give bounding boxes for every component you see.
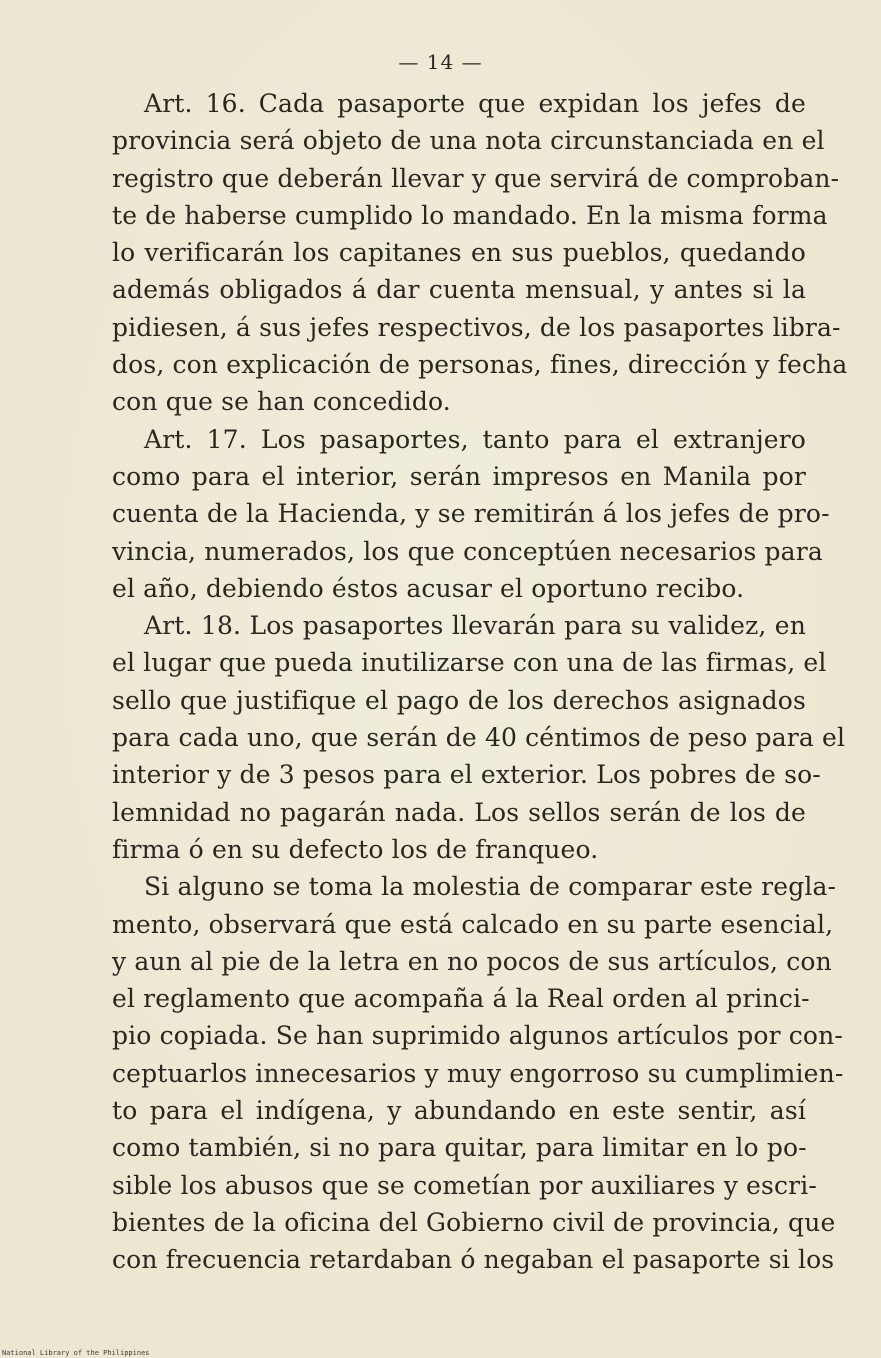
text-line: mento, observará que está calcado en su parte esencial,: [112, 909, 834, 939]
text-line: el reglamento que acompaña á la Real orden al princi-: [112, 984, 810, 1014]
text-line: Art. 17. Los pasaportes, tanto para el extranjero: [144, 424, 806, 454]
text-line: sible los abusos que se cometían por auxiliares y escri-: [112, 1170, 817, 1200]
text-line: dos, con explicación de personas, fines, dirección y fecha: [112, 350, 848, 380]
text-line: para cada uno, que serán de 40 céntimos de peso para el: [112, 723, 846, 753]
text-line: el lugar que pueda inutilizarse con una de las firmas, el: [112, 648, 827, 678]
text-line: vincia, numerados, los que conceptúen necesarios para: [112, 536, 823, 566]
text-line: con que se han concedido.: [112, 387, 451, 417]
text-line: el año, debiendo éstos acusar el oportuno recibo.: [112, 573, 745, 603]
text-line: ceptuarlos innecesarios y muy engorroso su cumplimien-: [112, 1058, 844, 1088]
text-line: pio copiada. Se han suprimido algunos artículos por con-: [112, 1021, 843, 1051]
text-line: como para el interior, serán impresos en Manila por: [112, 461, 806, 491]
text-line: te de haberse cumplido lo mandado. En la misma forma: [112, 200, 828, 230]
text-line: y aun al pie de la letra en no pocos de sus artículos, con: [112, 946, 832, 976]
text-line: bientes de la oficina del Gobierno civil de provincia, que: [112, 1207, 836, 1237]
text-line: registro que deberán llevar y que servirá de comproban-: [112, 163, 840, 193]
text-line: pidiesen, á sus jefes respectivos, de los pasaportes libra-: [112, 312, 841, 342]
body-text: [112, 85, 848, 1279]
text-line: lemnidad no pagarán nada. Los sellos serán de los de: [112, 797, 806, 827]
library-watermark: National Library of the Philippines: [2, 1349, 150, 1357]
text-line: interior y de 3 pesos para el exterior. Los pobres de so-: [112, 760, 821, 790]
text-line: como también, si no para quitar, para limitar en lo po-: [112, 1133, 807, 1163]
text-line: sello que justifique el pago de los derechos asignados: [112, 685, 806, 715]
text-line: firma ó en su defecto los de franqueo.: [112, 834, 599, 864]
text-line: to para el indígena, y abundando en este sentir, así: [112, 1096, 806, 1126]
text-line: Art. 16. Cada pasaporte que expidan los jefes de: [144, 89, 806, 118]
text-line: con frecuencia retardaban ó negaban el pasaporte si los: [112, 1245, 835, 1275]
text-line: Si alguno se toma la molestia de comparar este regla-: [144, 872, 837, 902]
text-line: Art. 18. Los pasaportes llevarán para su validez, en: [144, 611, 806, 641]
text-line: lo verificarán los capitanes en sus pueblos, quedando: [112, 238, 806, 268]
text-line: cuenta de la Hacienda, y se remitirán á los jefes de pro-: [112, 499, 830, 529]
text-line: además obligados á dar cuenta mensual, y antes si la: [112, 275, 806, 305]
page-number: — 14 —: [398, 50, 483, 74]
text-line: provincia será objeto de una nota circunstanciada en el: [112, 126, 825, 156]
